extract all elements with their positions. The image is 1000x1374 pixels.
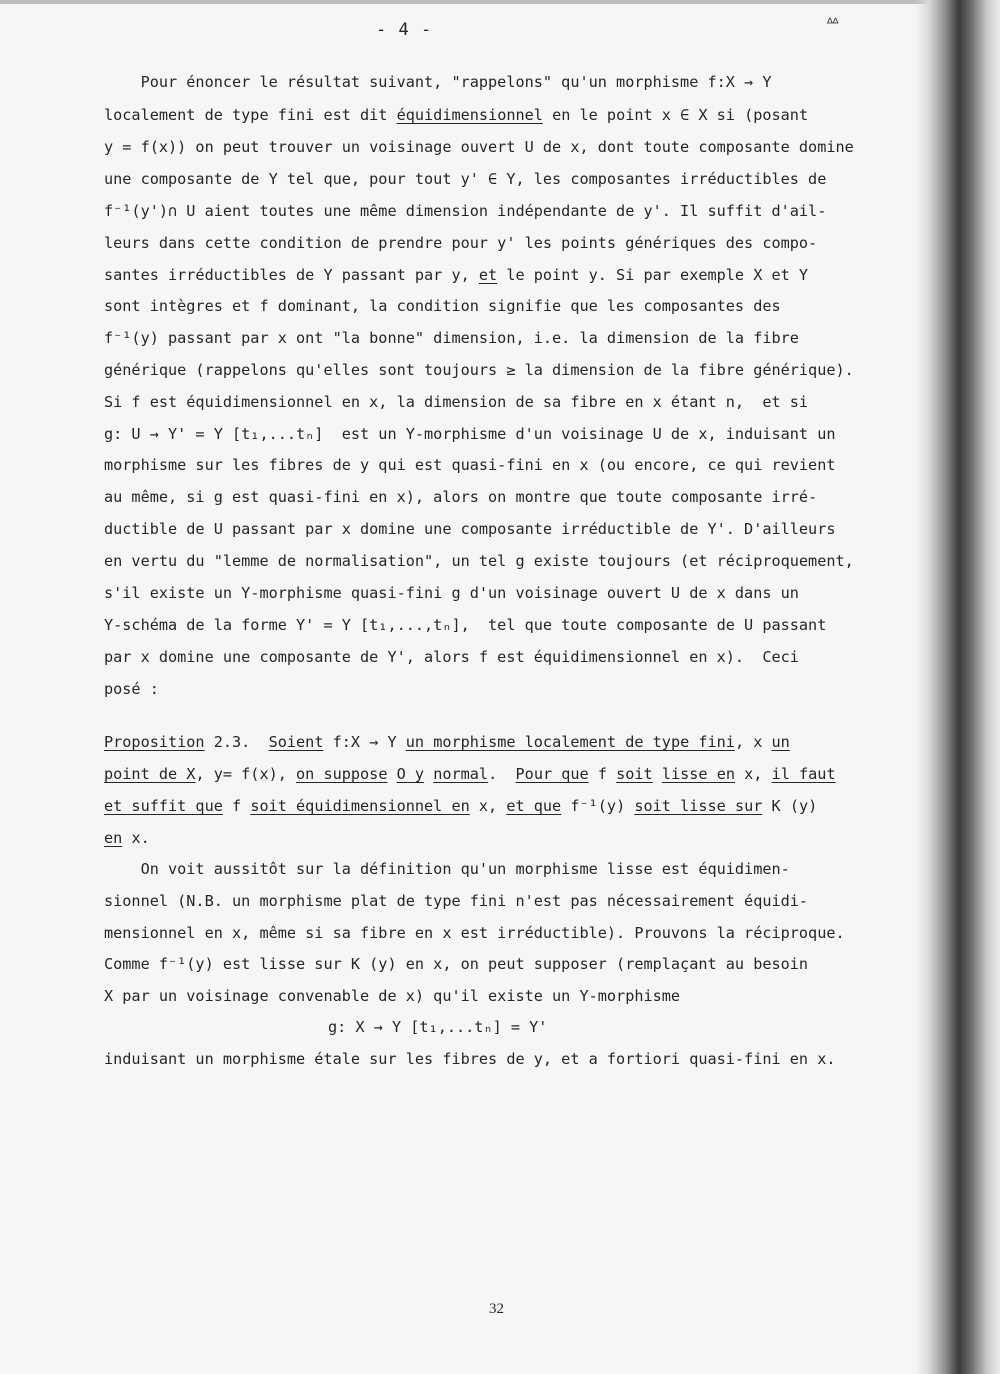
text-line: mensionnel en x, même si sa fibre en x est irréductible). Prouvons la réciproque. xyxy=(104,924,845,942)
text-line: Pour énoncer le résultat suivant, "rappelons" qu'un morphisme f:X → Y xyxy=(104,73,772,91)
text-line: f⁻¹(y) passant par x ont "la bonne" dimension, i.e. la dimension de la fibre xyxy=(104,329,799,347)
text-line: en vertu du "lemme de normalisation", un tel g existe toujours (et réciproquement, xyxy=(104,552,854,570)
scan-top-edge xyxy=(0,0,1000,4)
proposition-number: 2.3. xyxy=(204,733,269,751)
proposition-line: et suffit que f soit équidimensionnel en x, et que f⁻¹(y) soit lisse sur K (y) xyxy=(104,797,818,815)
text-line: s'il existe un Y-morphisme quasi-fini g d'un voisinage ouvert U de x dans un xyxy=(104,584,799,602)
text-line: morphisme sur les fibres de y qui est quasi-fini en x (ou encore, ce qui revient xyxy=(104,456,836,474)
text-line: générique (rappelons qu'elles sont toujours ≥ la dimension de la fibre générique). xyxy=(104,361,854,379)
text-line: leurs dans cette condition de prendre pour y' les points génériques des compo- xyxy=(104,234,818,252)
proposition-line: point de X, y= f(x), on suppose O_y normal. Pour que f soit lisse en x, il faut xyxy=(104,765,836,783)
text-line: par x domine une composante de Y', alors f est équidimensionnel en x). Ceci xyxy=(104,648,799,666)
text-line: X par un voisinage convenable de x) qu'il existe un Y-morphisme xyxy=(104,987,681,1005)
text-line: ductible de U passant par x domine une composante irréductible de Y'. D'ailleurs xyxy=(104,520,836,538)
display-formula: g: X → Y [t₁,...tₙ] = Y' xyxy=(328,1018,548,1036)
text-line: Y-schéma de la forme Y' = Y [t₁,...,tₙ], tel que toute composante de U passant xyxy=(104,616,827,634)
term-underlined: et xyxy=(478,266,498,284)
text-line: g: U → Y' = Y [t₁,...tₙ] est un Y-morphisme d'un voisinage U de x, induisant un xyxy=(104,425,836,443)
proposition-line: Proposition 2.3. Soient f:X → Y un morphisme localement de type fini, x un xyxy=(104,733,790,751)
footer-page-number: 32 xyxy=(489,1301,504,1317)
text-line: f⁻¹(y')∩ U aient toutes une même dimension indépendante de y'. Il suffit d'ail- xyxy=(104,202,827,220)
text-line: sont intègres et f dominant, la condition signifie que les composantes des xyxy=(104,297,781,315)
text-line: y = f(x)) on peut trouver un voisinage ouvert U de x, dont toute composante domine xyxy=(104,138,854,156)
term-underlined: équidimensionnel xyxy=(396,106,543,124)
text-line: au même, si g est quasi-fini en x), alors on montre que toute composante irré- xyxy=(104,488,818,506)
text-line: induisant un morphisme étale sur les fibres de y, et a fortiori quasi-fini en x. xyxy=(104,1050,836,1068)
text-line: On voit aussitôt sur la définition qu'un morphisme lisse est équidimen- xyxy=(104,860,790,878)
text-line: Si f est équidimensionnel en x, la dimension de sa fibre en x étant n, et si xyxy=(104,393,809,411)
corner-mark: ᐞᐞ xyxy=(826,16,838,32)
scan-binding-edge xyxy=(915,0,1000,1374)
proposition-line: en x. xyxy=(104,829,150,847)
page-header-number: - 4 - xyxy=(376,20,433,40)
proposition-label: Proposition xyxy=(104,733,205,751)
text-line: localement de type fini est dit équidimensionnel en le point x ∈ X si (posant xyxy=(104,106,809,124)
text-line: sionnel (N.B. un morphisme plat de type fini n'est pas nécessairement équidi- xyxy=(104,892,809,910)
text-line: santes irréductibles de Y passant par y, et le point y. Si par exemple X et Y xyxy=(104,266,809,284)
text-line: posé : xyxy=(104,680,159,698)
text-line: Comme f⁻¹(y) est lisse sur K (y) en x, on peut supposer (remplaçant au besoin xyxy=(104,955,809,973)
text-line: une composante de Y tel que, pour tout y' ∈ Y, les composantes irréductibles de xyxy=(104,170,827,188)
